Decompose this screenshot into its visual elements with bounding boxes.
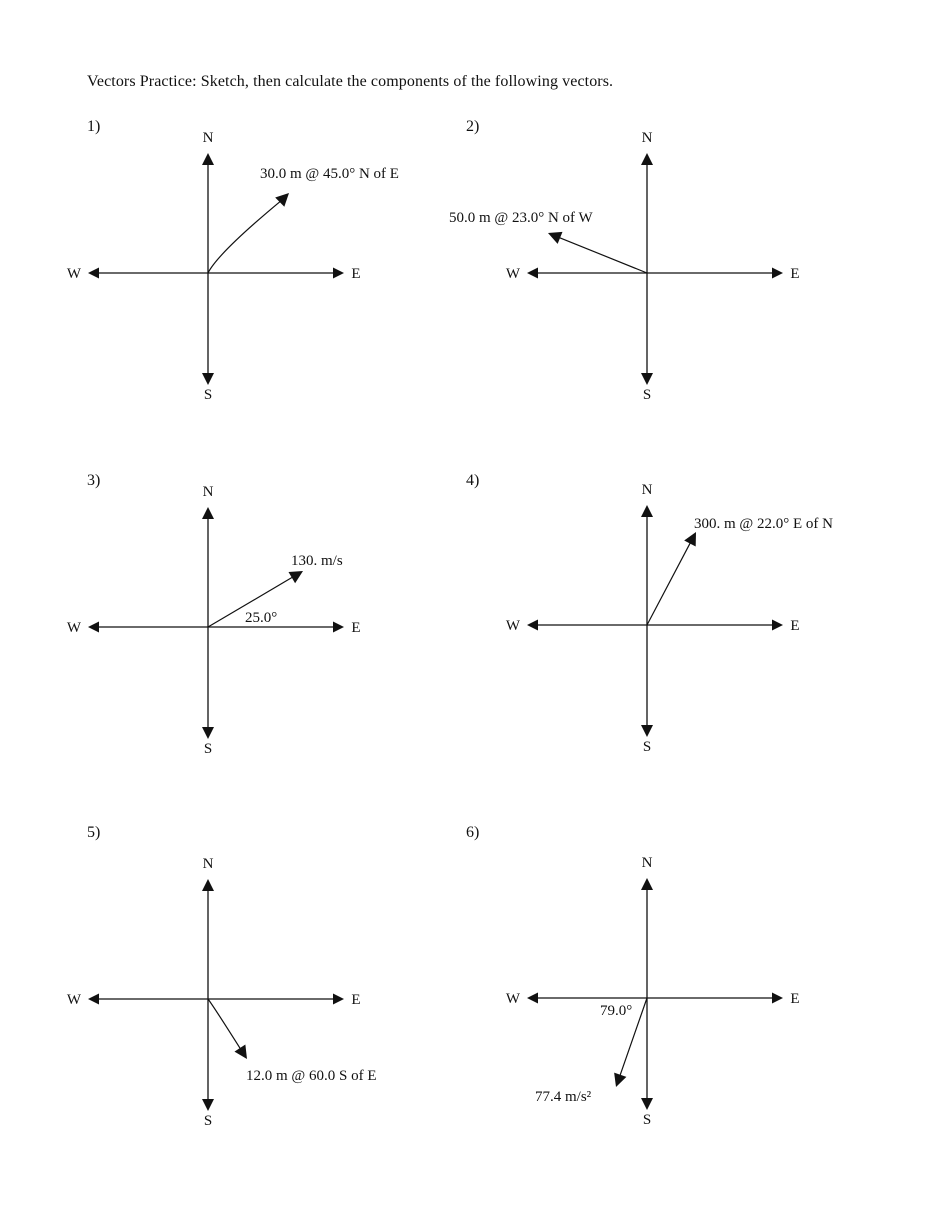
vector-label: 12.0 m @ 60.0 S of E	[246, 1068, 377, 1084]
east-label: E	[790, 991, 800, 1007]
east-label: E	[351, 620, 361, 636]
north-arrowhead	[641, 878, 653, 890]
vector-shaft	[208, 999, 241, 1050]
compass-axes	[67, 484, 361, 757]
west-label: W	[66, 266, 82, 282]
west-label: W	[505, 618, 521, 634]
west-arrowhead	[527, 620, 538, 631]
problem-5	[67, 824, 377, 1129]
south-label: S	[203, 1113, 213, 1129]
south-arrowhead	[202, 1099, 214, 1111]
east-label: E	[351, 992, 361, 1008]
vector-arrowhead	[614, 1073, 626, 1087]
east-arrowhead	[333, 994, 344, 1005]
north-label: N	[641, 482, 653, 498]
vector-label: 50.0 m @ 23.0° N of W	[449, 210, 593, 226]
north-label: N	[202, 856, 214, 872]
vector-label: 300. m @ 22.0° E of N	[694, 516, 833, 532]
north-arrowhead	[202, 507, 214, 519]
east-arrowhead	[772, 993, 783, 1004]
vector-label: 30.0 m @ 45.0° N of E	[260, 166, 399, 182]
angle-label: 79.0°	[600, 1003, 633, 1019]
vector-arrow	[208, 193, 289, 273]
south-arrowhead	[202, 373, 214, 385]
east-arrowhead	[333, 622, 344, 633]
vector-arrowhead	[289, 571, 303, 583]
compass-axes	[67, 856, 361, 1129]
problem-number: 3)	[87, 472, 101, 489]
problem-3	[67, 472, 361, 757]
west-arrowhead	[88, 268, 99, 279]
problem-2	[449, 118, 800, 403]
west-label: W	[505, 266, 521, 282]
east-arrowhead	[333, 268, 344, 279]
west-label: W	[66, 992, 82, 1008]
south-arrowhead	[202, 727, 214, 739]
south-label: S	[642, 739, 652, 755]
south-arrowhead	[641, 373, 653, 385]
south-arrowhead	[641, 725, 653, 737]
vector-shaft	[558, 237, 647, 273]
vector-label: 77.4 m/s²	[535, 1089, 592, 1105]
problem-6	[466, 824, 800, 1128]
north-arrowhead	[641, 505, 653, 517]
north-arrowhead	[641, 153, 653, 165]
south-label: S	[203, 741, 213, 757]
south-arrowhead	[641, 1098, 653, 1110]
east-label: E	[790, 266, 800, 282]
page-title: Vectors Practice: Sketch, then calculate the components of the following vectors.	[87, 73, 614, 90]
north-label: N	[202, 130, 214, 146]
north-arrowhead	[202, 153, 214, 165]
problem-number: 4)	[466, 472, 480, 489]
west-arrowhead	[88, 994, 99, 1005]
east-label: E	[790, 618, 800, 634]
vector-arrow	[208, 999, 247, 1059]
vector-label: 130. m/s	[291, 553, 343, 569]
east-arrowhead	[772, 620, 783, 631]
vector-arrowhead	[234, 1045, 247, 1059]
west-arrowhead	[527, 993, 538, 1004]
east-arrowhead	[772, 268, 783, 279]
problem-1	[67, 118, 399, 403]
north-arrowhead	[202, 879, 214, 891]
west-arrowhead	[527, 268, 538, 279]
vector-shaft	[208, 200, 282, 273]
angle-label: 25.0°	[245, 610, 278, 626]
vector-arrow	[647, 532, 696, 625]
west-label: W	[66, 620, 82, 636]
west-label: W	[505, 991, 521, 1007]
east-label: E	[351, 266, 361, 282]
vector-arrow	[548, 232, 647, 273]
problem-number: 5)	[87, 824, 101, 841]
compass-axes	[506, 130, 800, 403]
west-arrowhead	[88, 622, 99, 633]
south-label: S	[203, 387, 213, 403]
vector-shaft	[647, 541, 691, 625]
north-label: N	[202, 484, 214, 500]
compass-axes	[506, 855, 800, 1128]
south-label: S	[642, 1112, 652, 1128]
south-label: S	[642, 387, 652, 403]
problem-number: 2)	[466, 118, 480, 135]
problem-number: 1)	[87, 118, 101, 135]
north-label: N	[641, 130, 653, 146]
problem-number: 6)	[466, 824, 480, 841]
north-label: N	[641, 855, 653, 871]
problem-4	[466, 472, 833, 755]
